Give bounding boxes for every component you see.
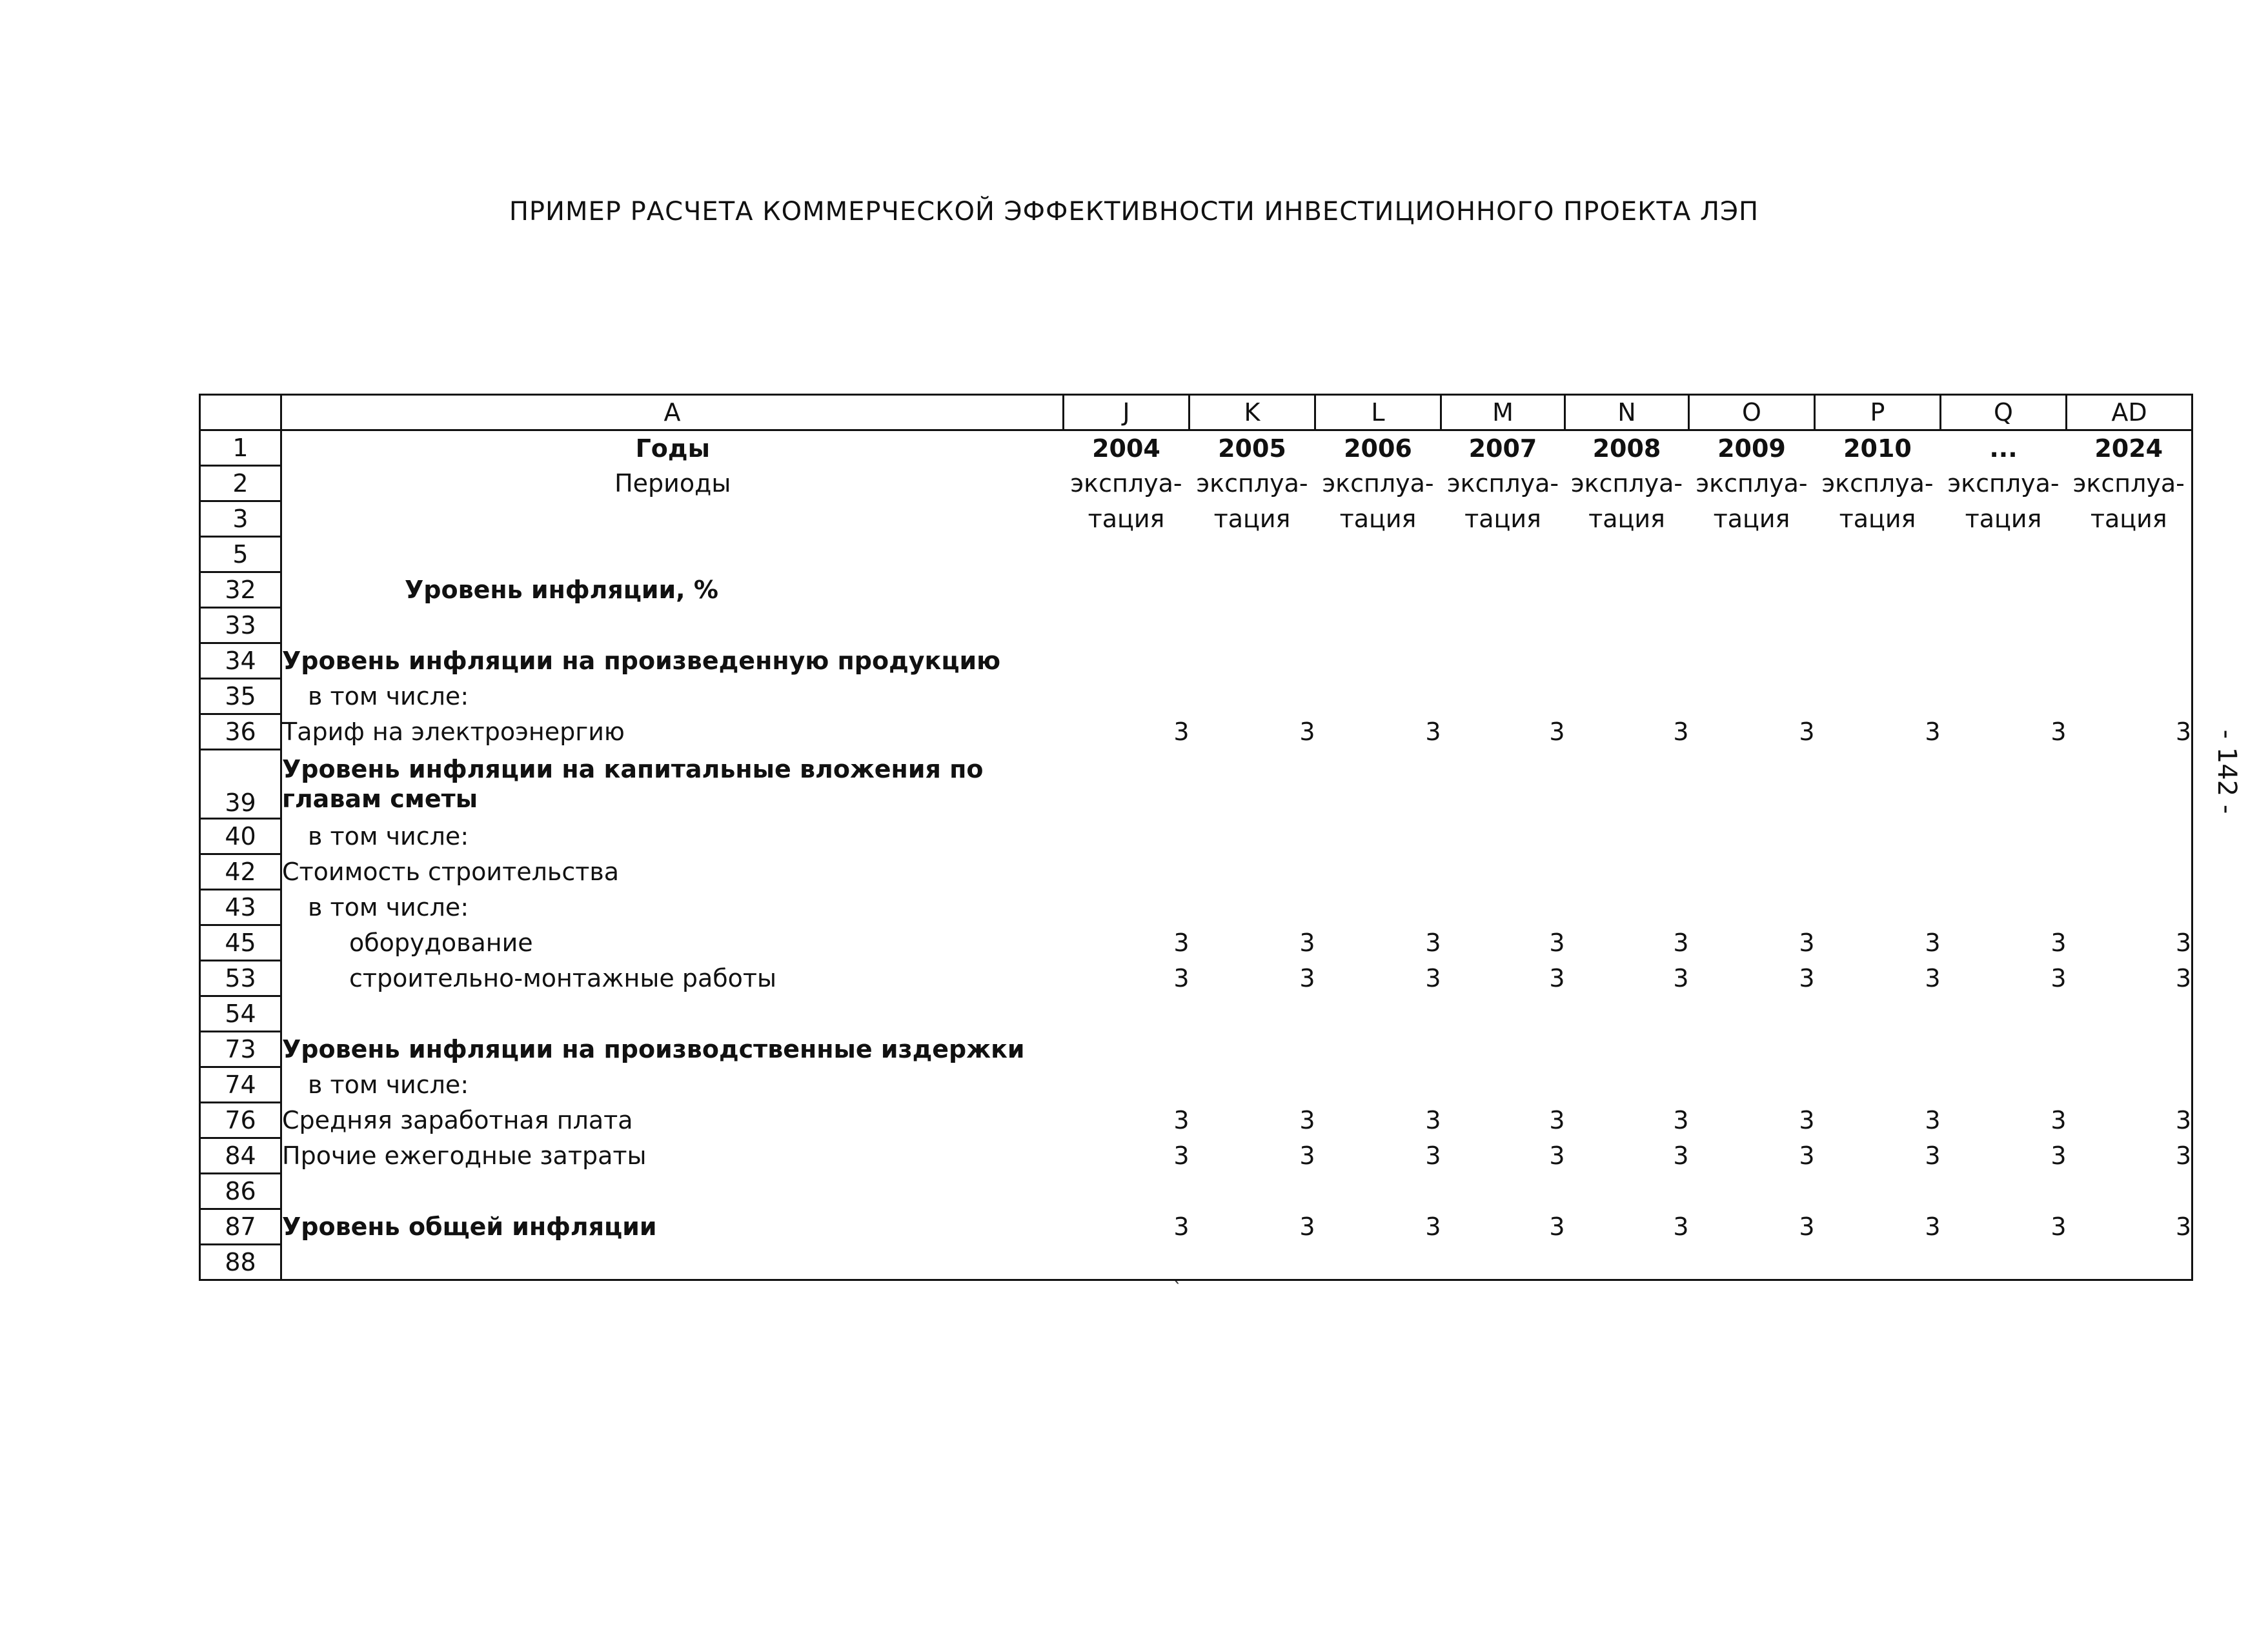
col-header: P — [1815, 395, 1941, 430]
table-row — [200, 996, 2192, 1032]
value-cell: 3 — [2050, 929, 2067, 957]
table-row — [200, 430, 2192, 466]
empty-cell — [2067, 679, 2192, 714]
year-cell: ... — [1989, 434, 2018, 463]
empty-cell — [1689, 1067, 1815, 1103]
empty-cell — [1064, 996, 1190, 1032]
stray-mark: ` — [1173, 1278, 1182, 1301]
value-cell: 3 — [1549, 964, 1565, 992]
page-number — [2188, 701, 2265, 843]
empty-cell — [1190, 854, 1315, 890]
empty-cell — [2067, 1174, 2192, 1209]
row-number: 1 — [200, 430, 281, 466]
empty-cell — [1941, 750, 2067, 819]
empty-cell — [1941, 1245, 2067, 1280]
period-cell: эксплуа- — [1322, 469, 1434, 498]
empty-cell — [1941, 819, 2067, 854]
empty-cell — [1689, 679, 1815, 714]
empty-cell — [1441, 643, 1565, 679]
empty-cell — [1565, 1067, 1689, 1103]
empty-cell — [1941, 1174, 2067, 1209]
value-cell: 3 — [1549, 1212, 1565, 1241]
document-title: ПРИМЕР РАСЧЕТА КОММЕРЧЕСКОЙ ЭФФЕКТИВНОСТИ ИНВЕСТИЦИОННОГО ПРОЕКТА ЛЭП — [509, 197, 1759, 226]
value-cell: 3 — [1925, 964, 1941, 992]
col-header: AD — [2067, 395, 2192, 430]
col-header: N — [1565, 395, 1689, 430]
empty-cell — [1565, 572, 1689, 608]
year-cell: 2004 — [1092, 434, 1160, 463]
row-number: 42 — [200, 854, 281, 890]
value-cell: 3 — [1673, 1212, 1689, 1241]
empty-cell — [1815, 996, 1941, 1032]
empty-cell — [1689, 537, 1815, 572]
value-cell: 3 — [1925, 718, 1941, 746]
table-row — [200, 1032, 2192, 1067]
value-cell: 3 — [1799, 718, 1815, 746]
col-header: M — [1441, 395, 1565, 430]
empty-cell — [1441, 1032, 1565, 1067]
spreadsheet-table — [199, 394, 2193, 1281]
empty-cell — [1190, 1067, 1315, 1103]
empty-cell — [1441, 537, 1565, 572]
table-row — [200, 854, 2192, 890]
empty-cell — [1941, 537, 2067, 572]
empty-cell — [1190, 1174, 1315, 1209]
row-number: 53 — [200, 961, 281, 996]
table-row — [200, 643, 2192, 679]
value-cell: 3 — [1173, 1106, 1190, 1134]
table-row — [200, 961, 2192, 996]
row-label: строительно-монтажные работы — [281, 961, 1064, 996]
row-number: 43 — [200, 890, 281, 925]
empty-cell — [2067, 1067, 2192, 1103]
empty-cell — [1689, 750, 1815, 819]
empty-cell — [1441, 819, 1565, 854]
value-cell: 3 — [1673, 1142, 1689, 1170]
period-cell: тация — [1965, 505, 2042, 533]
empty-cell — [1315, 750, 1441, 819]
empty-cell — [1315, 679, 1441, 714]
value-cell: 3 — [1173, 929, 1190, 957]
value-cell: 3 — [1925, 929, 1941, 957]
period-cell: тация — [1213, 505, 1291, 533]
value-cell: 3 — [1299, 964, 1315, 992]
row-number: 88 — [200, 1245, 281, 1280]
row-label — [281, 501, 1064, 537]
empty-cell — [1441, 890, 1565, 925]
empty-cell — [1190, 608, 1315, 643]
value-cell: 3 — [1549, 929, 1565, 957]
empty-cell — [1565, 854, 1689, 890]
empty-cell — [2067, 890, 2192, 925]
empty-cell — [1190, 643, 1315, 679]
value-cell: 3 — [2067, 1209, 2192, 1245]
row-label — [281, 537, 1064, 572]
empty-cell — [1815, 679, 1941, 714]
row-number: 3 — [200, 501, 281, 537]
col-header: O — [1689, 395, 1815, 430]
empty-cell — [1064, 1067, 1190, 1103]
value-cell: 3 — [1799, 929, 1815, 957]
empty-cell — [1941, 1032, 2067, 1067]
empty-cell — [1815, 750, 1941, 819]
empty-cell — [1815, 1032, 1941, 1067]
row-label: в том числе: — [281, 890, 1064, 925]
value-cell: 3 — [1299, 718, 1315, 746]
empty-cell — [2067, 537, 2192, 572]
value-cell: 3 — [1549, 1106, 1565, 1134]
empty-cell — [1565, 537, 1689, 572]
empty-cell — [1315, 608, 1441, 643]
empty-cell — [1315, 1067, 1441, 1103]
table-row — [200, 1245, 2192, 1280]
empty-cell — [1315, 819, 1441, 854]
empty-cell — [2067, 996, 2192, 1032]
value-cell: 3 — [1425, 1142, 1441, 1170]
value-cell: 3 — [2067, 1103, 2192, 1138]
value-cell: 3 — [1549, 1142, 1565, 1170]
empty-cell — [1689, 996, 1815, 1032]
table-row — [200, 819, 2192, 854]
row-number: 76 — [200, 1103, 281, 1138]
period-cell: эксплуа- — [1196, 469, 1308, 498]
value-cell: 3 — [1799, 1212, 1815, 1241]
value-cell: 3 — [1925, 1212, 1941, 1241]
year-cell: 2006 — [1344, 434, 1412, 463]
corner-cell — [200, 395, 281, 430]
empty-cell — [1315, 1174, 1441, 1209]
empty-cell — [1441, 1174, 1565, 1209]
year-cell: 2024 — [2067, 430, 2192, 466]
empty-cell — [1441, 608, 1565, 643]
value-cell: 3 — [1925, 1106, 1941, 1134]
empty-cell — [1941, 679, 2067, 714]
empty-cell — [1689, 608, 1815, 643]
empty-cell — [1815, 890, 1941, 925]
empty-cell — [1441, 1245, 1565, 1280]
empty-cell — [1441, 1067, 1565, 1103]
empty-cell — [1565, 1174, 1689, 1209]
empty-cell — [1441, 572, 1565, 608]
row-label: Средняя заработная плата — [281, 1103, 1064, 1138]
value-cell: 3 — [1425, 929, 1441, 957]
row-label: Уровень общей инфляции — [281, 1209, 1064, 1245]
row-label — [281, 1245, 1064, 1280]
table-row — [200, 714, 2192, 750]
empty-cell — [2067, 1245, 2192, 1280]
empty-cell — [1064, 1032, 1190, 1067]
value-cell: 3 — [2050, 718, 2067, 746]
value-cell: 3 — [1925, 1142, 1941, 1170]
row-number: 2 — [200, 466, 281, 501]
value-cell: 3 — [1673, 964, 1689, 992]
row-label: Тариф на электроэнергию — [281, 714, 1064, 750]
value-cell: 3 — [2067, 961, 2192, 996]
row-number: 33 — [200, 608, 281, 643]
empty-cell — [2067, 1032, 2192, 1067]
empty-cell — [1815, 537, 1941, 572]
row-label: Уровень инфляции на производственные издержки — [281, 1032, 1064, 1067]
row-label — [281, 996, 1064, 1032]
value-cell: 3 — [2067, 925, 2192, 961]
empty-cell — [1565, 1245, 1689, 1280]
year-cell: 2005 — [1218, 434, 1286, 463]
col-header: Q — [1941, 395, 2067, 430]
table-row — [200, 750, 2192, 819]
table-row — [200, 537, 2192, 572]
row-number: 35 — [200, 679, 281, 714]
empty-cell — [1190, 1245, 1315, 1280]
row-label: Уровень инфляции на произведенную продукцию — [281, 643, 1064, 679]
table-row — [200, 679, 2192, 714]
empty-cell — [1315, 1032, 1441, 1067]
empty-cell — [1064, 890, 1190, 925]
empty-cell — [1689, 572, 1815, 608]
empty-cell — [1565, 608, 1689, 643]
empty-cell — [1689, 1032, 1815, 1067]
empty-cell — [1190, 679, 1315, 714]
empty-cell — [1565, 750, 1689, 819]
empty-cell — [1441, 996, 1565, 1032]
empty-cell — [1190, 996, 1315, 1032]
empty-cell — [1190, 750, 1315, 819]
empty-cell — [1941, 854, 2067, 890]
empty-cell — [2067, 854, 2192, 890]
value-cell: 3 — [2050, 1106, 2067, 1134]
empty-cell — [1565, 1032, 1689, 1067]
year-cell: 2008 — [1592, 434, 1661, 463]
row-number: 39 — [200, 750, 281, 819]
row-number: 34 — [200, 643, 281, 679]
empty-cell — [1315, 643, 1441, 679]
empty-cell — [1441, 679, 1565, 714]
year-cell: 2010 — [1843, 434, 1912, 463]
empty-cell — [1941, 890, 2067, 925]
value-cell: 3 — [1673, 1106, 1689, 1134]
empty-cell — [1689, 643, 1815, 679]
empty-cell — [1689, 819, 1815, 854]
value-cell: 3 — [2050, 964, 2067, 992]
value-cell: 3 — [1299, 929, 1315, 957]
row-label — [281, 750, 1064, 819]
empty-cell — [1190, 537, 1315, 572]
value-cell: 3 — [2067, 1138, 2192, 1174]
empty-cell — [1064, 679, 1190, 714]
row-number: 36 — [200, 714, 281, 750]
empty-cell — [1815, 1245, 1941, 1280]
value-cell: 3 — [1299, 1212, 1315, 1241]
period-cell: тация — [1339, 505, 1417, 533]
value-cell: 3 — [1299, 1106, 1315, 1134]
table-row — [200, 501, 2192, 537]
value-cell: 3 — [1425, 1106, 1441, 1134]
empty-cell — [2067, 750, 2192, 819]
row-label: в том числе: — [281, 1067, 1064, 1103]
row-label: в том числе: — [281, 819, 1064, 854]
empty-cell — [1941, 996, 2067, 1032]
empty-cell — [1565, 643, 1689, 679]
empty-cell — [2067, 819, 2192, 854]
period-cell: тация — [1713, 505, 1790, 533]
table-row — [200, 925, 2192, 961]
table-row — [200, 890, 2192, 925]
empty-cell — [1815, 643, 1941, 679]
period-cell: тация — [1588, 505, 1665, 533]
period-cell: эксплуа- — [1696, 469, 1808, 498]
empty-cell — [1441, 750, 1565, 819]
row-number: 5 — [200, 537, 281, 572]
row-label: Стоимость строительства — [281, 854, 1064, 890]
empty-cell — [1315, 890, 1441, 925]
empty-cell — [1064, 537, 1190, 572]
empty-cell — [1941, 643, 2067, 679]
period-cell: эксплуа- — [1070, 469, 1182, 498]
empty-cell — [1190, 890, 1315, 925]
period-cell: тация — [1088, 505, 1165, 533]
empty-cell — [1941, 608, 2067, 643]
row-label — [281, 608, 1064, 643]
empty-cell — [1941, 572, 2067, 608]
value-cell: 3 — [1673, 929, 1689, 957]
empty-cell — [1190, 1032, 1315, 1067]
value-cell: 3 — [1173, 1142, 1190, 1170]
period-cell: эксплуа- — [1947, 469, 2060, 498]
value-cell: 3 — [1425, 718, 1441, 746]
empty-cell — [1689, 854, 1815, 890]
empty-cell — [1064, 1174, 1190, 1209]
row-number: 87 — [200, 1209, 281, 1245]
empty-cell — [1565, 996, 1689, 1032]
empty-cell — [1190, 819, 1315, 854]
value-cell: 3 — [2050, 1212, 2067, 1241]
period-cell: эксплуа- — [1821, 469, 1934, 498]
row-label: в том числе: — [281, 679, 1064, 714]
empty-cell — [2067, 608, 2192, 643]
table-row — [200, 608, 2192, 643]
col-header: A — [281, 395, 1064, 430]
period-cell: тация — [1839, 505, 1916, 533]
table-row — [200, 1067, 2192, 1103]
empty-cell — [1315, 572, 1441, 608]
col-header: J — [1064, 395, 1190, 430]
spreadsheet-body — [200, 395, 2192, 1280]
row-number: 32 — [200, 572, 281, 608]
row-number: 45 — [200, 925, 281, 961]
empty-cell — [1441, 854, 1565, 890]
row-number: 74 — [200, 1067, 281, 1103]
row-label-line: главам сметы — [282, 785, 478, 813]
value-cell: 3 — [1425, 1212, 1441, 1241]
value-cell: 3 — [1799, 964, 1815, 992]
row-number: 86 — [200, 1174, 281, 1209]
empty-cell — [1064, 608, 1190, 643]
empty-cell — [2067, 643, 2192, 679]
column-header-row — [200, 395, 2192, 430]
year-cell: 2009 — [1717, 434, 1786, 463]
empty-cell — [1815, 854, 1941, 890]
empty-cell — [1689, 890, 1815, 925]
table-row — [200, 1174, 2192, 1209]
row-number: 54 — [200, 996, 281, 1032]
value-cell: 3 — [1173, 964, 1190, 992]
row-label: оборудование — [281, 925, 1064, 961]
empty-cell — [1815, 1067, 1941, 1103]
col-header: K — [1190, 395, 1315, 430]
value-cell: 3 — [1425, 964, 1441, 992]
value-cell: 3 — [1173, 1212, 1190, 1241]
empty-cell — [1565, 819, 1689, 854]
empty-cell — [1565, 890, 1689, 925]
value-cell: 3 — [1799, 1142, 1815, 1170]
row-label: Периоды — [281, 466, 1064, 501]
row-label: Прочие ежегодные затраты — [281, 1138, 1064, 1174]
empty-cell — [1315, 854, 1441, 890]
table-row — [200, 1138, 2192, 1174]
empty-cell — [1064, 572, 1190, 608]
row-number: 73 — [200, 1032, 281, 1067]
value-cell: 3 — [1799, 1106, 1815, 1134]
value-cell: 3 — [1549, 718, 1565, 746]
value-cell: 3 — [1173, 718, 1190, 746]
empty-cell — [1315, 996, 1441, 1032]
empty-cell — [1565, 679, 1689, 714]
table-row — [200, 1103, 2192, 1138]
empty-cell — [1689, 1245, 1815, 1280]
empty-cell — [1315, 1245, 1441, 1280]
empty-cell — [1315, 537, 1441, 572]
period-cell: эксплуа- — [2067, 466, 2192, 501]
value-cell: 3 — [1673, 718, 1689, 746]
row-number: 40 — [200, 819, 281, 854]
empty-cell — [1064, 854, 1190, 890]
empty-cell — [1190, 572, 1315, 608]
empty-cell — [1689, 1174, 1815, 1209]
row-label: Уровень инфляции, % — [281, 572, 1064, 608]
row-label — [281, 1174, 1064, 1209]
empty-cell — [1064, 819, 1190, 854]
empty-cell — [1815, 1174, 1941, 1209]
empty-cell — [1815, 608, 1941, 643]
value-cell: 3 — [2067, 714, 2192, 750]
empty-cell — [1064, 643, 1190, 679]
period-cell: тация — [2067, 501, 2192, 537]
period-cell: эксплуа- — [1446, 469, 1559, 498]
row-number: 84 — [200, 1138, 281, 1174]
empty-cell — [1064, 1245, 1190, 1280]
empty-cell — [1064, 750, 1190, 819]
row-label: Годы — [281, 430, 1064, 466]
table-row — [200, 466, 2192, 501]
empty-cell — [1815, 819, 1941, 854]
page-number-text: - 142 - — [2212, 729, 2242, 814]
value-cell: 3 — [2050, 1142, 2067, 1170]
col-header: L — [1315, 395, 1441, 430]
value-cell: 3 — [1299, 1142, 1315, 1170]
year-cell: 2007 — [1468, 434, 1537, 463]
table-row — [200, 572, 2192, 608]
period-cell: эксплуа- — [1570, 469, 1683, 498]
table-row — [200, 1209, 2192, 1245]
empty-cell — [2067, 572, 2192, 608]
empty-cell — [1815, 572, 1941, 608]
period-cell: тация — [1464, 505, 1541, 533]
empty-cell — [1941, 1067, 2067, 1103]
row-label-line: Уровень инфляции на капитальные вложения по — [282, 755, 984, 783]
